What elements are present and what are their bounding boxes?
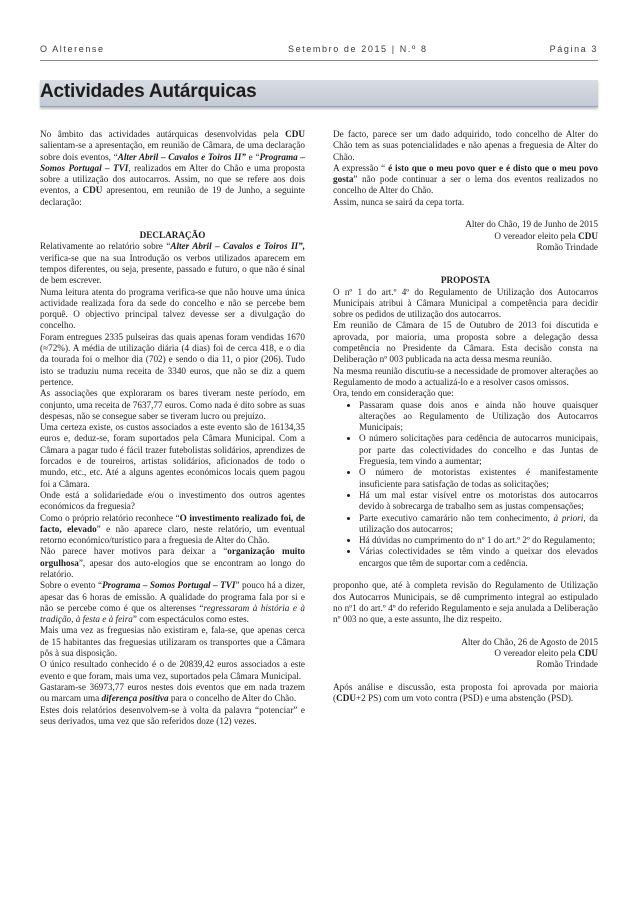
declaracao-paragraph: O único resultado conhecido é o de 20839,42 euros associados a este evento e que foram, mais uma vez, suportados pela Câmara Municipal. (40, 659, 305, 681)
declaracao-paragraph: Assim, nunca se sairá da cepa torta. (333, 196, 465, 207)
declaracao-paragraph: Relativamente ao relatório sobre “Alter Abril – Cavalos e Toiros II”, verifica-se que na sua Introdução os verbos utilizados aparecem em tempos diferentes, ou seja, presente, passado e futuro, o que não é sinal de bem escrever. (40, 241, 305, 286)
proposta-paragraph: O nº 1 do art.º 4º do Regulamento de Utilização dos Autocarros Municipais atribui à Câmara Municipal a competência para decidir sobre os pedidos de utilização dos autocarros. (333, 286, 598, 320)
page-header (40, 44, 598, 58)
outcome-paragraph: Após análise e discussão, esta proposta foi aprovada por maioria (CDU+2 PS) com um voto contra (PSD) e uma abstenção (PSD). (333, 681, 598, 704)
declaracao-paragraph: Uma certeza existe, os custos associados a este evento são de 16134,35 euros e, deduz-se, foram suportados pela Câmara Municipal. Com a Câmara a pagar tudo é fácil trazer futebolistas solidários, aprendizes de forcados e de toureiros, artistas solidários, aficionados de todo o mundo, etc., etc. Até a alguns agentes económicos locais quem pagou foi a Câmara. (40, 422, 305, 489)
declaracao-title: DECLARAÇÃO (139, 230, 206, 241)
section-banner (40, 80, 598, 107)
declaracao-paragraph: Mais uma vez as freguesias não existiram e, fala-se, que apenas cerca de 15 habitantes das freguesias utilizaram os transportes que a Câmara pôs à sua disposição. (40, 625, 305, 659)
list-item: • Várias colectividades se têm vindo a queixar dos elevados encargos que têm de suportar com a cedência. (359, 546, 598, 569)
proposta-paragraph: Na mesma reunião discutiu-se a necessidade de promover alterações ao Regulamento de modo a actualizá-lo e a resolver casos omissos. (333, 365, 598, 387)
header-issue: Setembro de 2015 | N.º 8 (288, 44, 428, 54)
section-title: Actividades Autárquicas (40, 81, 257, 102)
list-item: • Parte executivo camarário não tem conhecimento, à priori, da utilização dos autocarros; (359, 513, 598, 536)
header-page-number: Página 3 (549, 44, 598, 54)
intro-paragraph: No âmbito das actividades autárquicas desenvolvidas pela CDU salientam-se a apresentação, em reunião de Câmara, de uma declaração sobre dois eventos, “Alter Abril – Cavalos e Toiros II” e “Programa – Somos Portugal – TVI, realizados em Alter do Chão e uma proposta sobre a utilização dos autocarros. Assim, no que se refere aos dois eventos, a CDU apresentou, em reunião de 19 de Junho, a seguinte declaração: (40, 129, 305, 207)
declaracao-paragraph: Sobre o evento “Programa – Somos Portugal – TVI” pouco há a dizer, apesar das 6 horas de emissão. A qualidade do programa fala por si e não se percebe como é que os alterenses “regressaram à história e à tradição, à festa e à feira” com espectáculos como estes. (40, 580, 305, 625)
signature-name: Romão Trindade (536, 659, 598, 670)
proposta-paragraph: Em reunião de Câmara de 15 de Outubro de 2013 foi discutida e aprovada, por maioria, uma proposta sobre a delegação dessa competência no Presidente da Câmara. Esta decisão consta na Deliberação nº 003 publicada na acta dessa mesma reunião. (333, 320, 598, 365)
declaracao-paragraph: Estes dois relatórios desenvolvem-se à volta da palavra “potenciar” e seus derivados, uma vez que são referidos doze (12) vezes. (40, 704, 305, 726)
proposta-list (333, 400, 598, 569)
list-item: • O número de motoristas existentes é manifestamente insuficiente para satisfação de todas as solicitações; (359, 467, 598, 490)
declaracao-paragraph: De facto, parece ser um dado adquirido, todo concelho de Alter do Chão tem as suas potencialidades e não apenas a freguesia de Alter do Chão. (333, 129, 598, 162)
signature-role: O vereador eleito pela CDU (494, 230, 598, 241)
signature-date: Alter do Chão, 26 de Agosto de 2015 (461, 636, 598, 647)
declaracao-paragraph: Gastaram-se 36973,77 euros nestes dois eventos que em nada trazem ou marcam uma diferença positiva para o concelho de Alter do Chão. (40, 681, 305, 704)
header-publication: O Alterense (40, 44, 105, 54)
proposta-title: PROPOSTA (440, 275, 491, 286)
declaracao-paragraph: Como o próprio relatório reconhece “O investimento realizado foi, de facto, elevado” e não aparece claro, neste relatório, um eventual retorno económico/turístico para a freguesia de Alter do Chão. (40, 512, 306, 546)
list-item: • Há um mal estar visível entre os motoristas dos autocarros devido à sobrecarga de trabalho sem as justas compensações; (359, 490, 598, 513)
left-column (40, 129, 305, 727)
signature-role: O vereador eleito pela CDU (494, 648, 598, 659)
declaracao-paragraph: Onde está a solidariedade e/ou o investimento dos outros agentes económicos da freguesia? (40, 489, 305, 512)
list-item: • O número solicitações para cedência de autocarros municipais, por parte das colectividades do concelho e das Juntas de Freguesia, tem vindo a aumentar; (359, 433, 598, 467)
signature-name: Romão Trindade (536, 241, 598, 252)
declaracao-paragraph: Foram entregues 2335 pulseiras das quais apenas foram vendidas 1670 (≈72%). A média de utilização diária (4 dias) foi de cerca 418, e o dia da tourada foi o melhor dia (702) e sendo o dia 11, o pior (206). Tudo isto se traduziu numa receita de 3340 euros, que não se diz a quem pertence. (40, 331, 305, 387)
list-item: • Há dúvidas no cumprimento do nº 1 do art.º 2º do Regulamento; (359, 535, 598, 546)
declaracao-paragraph: Não parece haver motivos para deixar a “organização muito orgulhosa”, apesar dos auto-elogios que se encontram ao longo do relatório. (40, 546, 306, 579)
proposta-paragraph: Ora, tendo em consideração que: (333, 388, 454, 399)
declaracao-paragraph: Numa leitura atenta do programa verifica-se que não houve uma única actividade realizada fora da sede do concelho e não se percebe bem porquê. O objectivo principal talvez devesse ser a divulgação do concelho. (40, 286, 305, 331)
list-item: • Passaram quase dois anos e ainda não houve quaisquer alterações ao Regulamento de Utilização dos Autocarros Municipais; (359, 400, 598, 434)
header-divider (40, 60, 598, 61)
right-column (333, 129, 598, 705)
declaracao-paragraph: As associações que exploraram os bares tiveram neste período, em conjunto, uma receita de 7637,77 euros. Como nada é dito sobre as suas despesas, não se consegue saber se tiveram lucro ou prejuízo. (40, 388, 305, 421)
proposta-paragraph: proponho que, até à completa revisão do Regulamento de Utilização dos Autocarros Municipais, se dê cumprimento integral ao estipulado no nº1 do art.º 4º do referido Regulamento e seja anulada a Deliberação nº 003 no que, a este assunto, lhe diz respeito. (333, 580, 598, 625)
signature-date: Alter do Chão, 19 de Junho de 2015 (465, 219, 598, 230)
declaracao-paragraph: A expressão “ é isto que o meu povo quer e é disto que o meu povo gosta” não pode continuar a ser o lema dos eventos realizados no concelho de Alter do Chão. (333, 162, 598, 196)
